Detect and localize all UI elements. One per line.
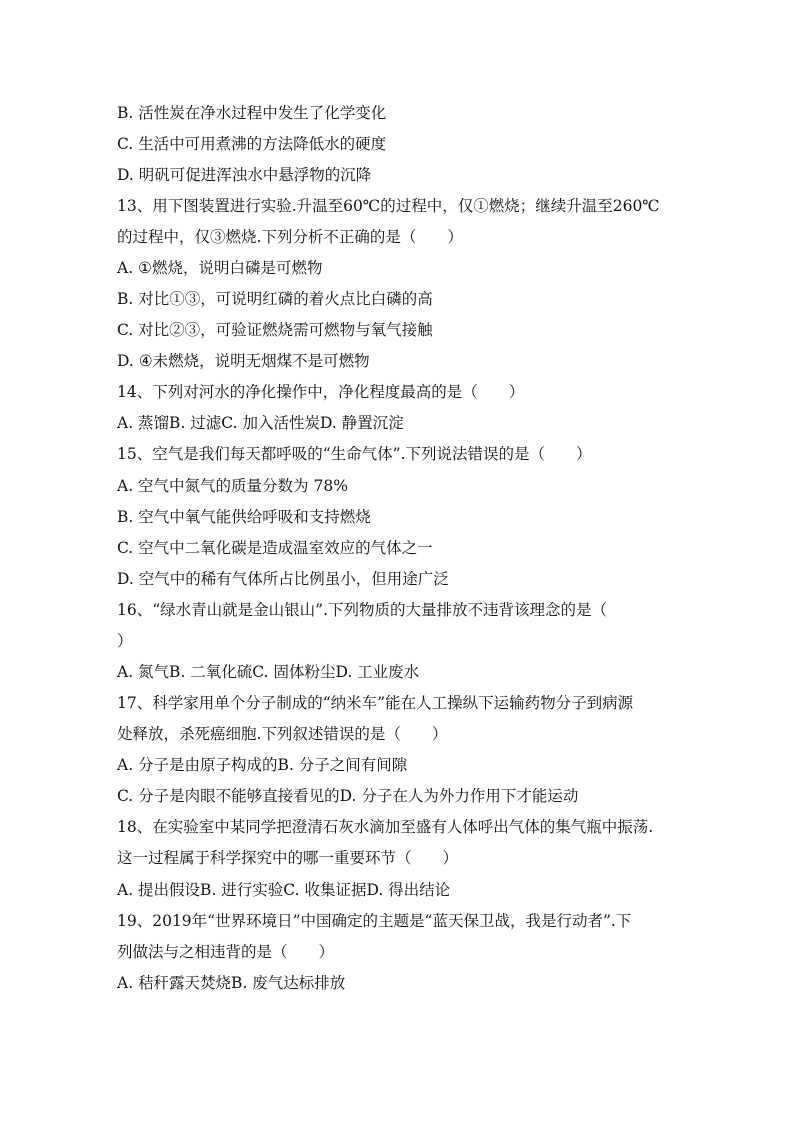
option-15d: D. 空气中的稀有气体所占比例虽小，但用途广泛 [117,570,449,588]
options-17-ab: A. 分子是由原子构成的B. 分子之间有间隙 [117,756,408,774]
question-16-line-1: 16、“绿水青山就是金山银山”.下列物质的大量排放不违背该理念的是（ [117,601,608,619]
option-15a: A. 空气中氮气的质量分数为 78% [117,477,348,495]
question-13-line-2: 的过程中，仅③燃烧.下列分析不正确的是（ ） [117,228,463,246]
option-13a: A. ①燃烧，说明白磷是可燃物 [117,259,323,277]
option-13d: D. ④未燃烧，说明无烟煤不是可燃物 [117,352,370,370]
options-18: A. 提出假设B. 进行实验C. 收集证据D. 得出结论 [117,881,451,899]
question-17-line-2: 处释放，杀死癌细胞.下列叙述错误的是（ ） [117,725,448,743]
option-13b: B. 对比①③，可说明红磷的着火点比白磷的高 [117,290,433,308]
option-12b: B. 活性炭在净水过程中发生了化学变化 [117,104,387,122]
question-18-line-2: 这一过程属于科学探究中的哪一重要环节（ ） [117,849,459,867]
option-12c: C. 生活中可用煮沸的方法降低水的硬度 [117,135,387,153]
option-15c: C. 空气中二氧化碳是造成温室效应的气体之一 [117,539,433,557]
options-17-cd: C. 分子是肉眼不能够直接看见的D. 分子在人为外力作用下才能运动 [117,787,579,805]
option-15b: B. 空气中氧气能供给呼吸和支持燃烧 [117,508,371,526]
options-14: A. 蒸馏B. 过滤C. 加入活性炭D. 静置沉淀 [117,414,404,432]
options-19-ab: A. 秸秆露天焚烧B. 废气达标排放 [117,974,346,992]
question-17-line-1: 17、科学家用单个分子制成的“纳米车”能在人工操纵下运输药物分子到病源 [117,694,634,712]
question-13-line-1: 13、用下图装置进行实验.升温至60℃的过程中，仅①燃烧；继续升温至260℃ [117,197,660,215]
question-19-line-1: 19、2019年“世界环境日”中国确定的主题是“蓝天保卫战，我是行动者”.下 [117,912,632,930]
question-19-line-2: 列做法与之相违背的是（ ） [117,943,335,961]
question-14: 14、下列对河水的净化操作中，净化程度最高的是（ ） [117,383,525,401]
question-18-line-1: 18、在实验室中某同学把澄清石灰水滴加至盛有人体呼出气体的集气瓶中振荡. [117,818,654,836]
option-12d: D. 明矾可促进浑浊水中悬浮物的沉降 [117,166,372,184]
question-15: 15、空气是我们每天都呼吸的“生命气体”.下列说法错误的是（ ） [117,445,592,463]
options-16: A. 氮气B. 二氧化硫C. 固体粉尘D. 工业废水 [117,663,420,681]
option-13c: C. 对比②③，可验证燃烧需可燃物与氧气接触 [117,321,433,339]
question-16-line-2: ） [117,632,133,650]
